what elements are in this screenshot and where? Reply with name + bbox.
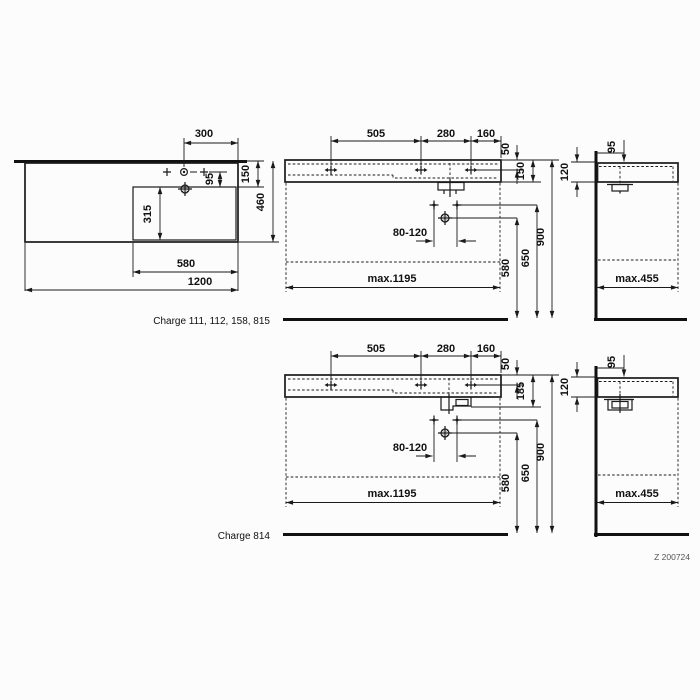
side-b-dim-drain-offset: 95 [606, 355, 618, 369]
front-a-dim-supply-range: 80-120 [392, 227, 428, 239]
front-b-dim-apron-height: 185 [515, 381, 527, 401]
front-a-basin-outline [285, 160, 501, 182]
waste-outlet-mark-icon [438, 211, 452, 225]
supply-point-icon [453, 201, 462, 210]
side-view-variant-b [559, 355, 689, 537]
mounting-hole-icon [415, 166, 428, 175]
supply-point-icon [430, 201, 439, 210]
plan-dim-bowl-depth: 315 [142, 204, 154, 224]
side-b-dim-max-depth: max.455 [615, 488, 659, 500]
plan-dim-rear-to-bowl: 150 [240, 164, 252, 184]
side-a-drain-flange [607, 185, 633, 194]
front-b-dim-holes-left: 505 [366, 343, 386, 355]
supply-point-icon [453, 416, 462, 425]
side-a-dim-wall-height: 120 [559, 162, 571, 182]
side-b-dim-wall-height: 120 [559, 377, 571, 397]
plan-view [14, 128, 279, 291]
front-b-dim-max-width: max.1195 [367, 488, 417, 500]
side-a-dim-max-depth: max.455 [615, 273, 659, 285]
front-b-dim-holes-right: 160 [476, 343, 496, 355]
front-b-basin-outline [285, 375, 501, 397]
front-b-dim-supply-height: 650 [520, 463, 532, 483]
plan-dim-tap-to-bowl: 95 [204, 172, 216, 186]
tap-hole-option-left-icon [163, 168, 171, 176]
front-a-extension-lines [331, 136, 559, 247]
front-a-dim-holes-right: 160 [476, 128, 496, 140]
mounting-hole-icon [415, 381, 428, 390]
front-b-dim-drain-height: 580 [500, 473, 512, 493]
front-view-variant-a [283, 128, 559, 320]
front-a-drain-fitting [438, 183, 464, 191]
front-a-dim-holes-mid: 280 [436, 128, 456, 140]
supply-point-icon [430, 416, 439, 425]
tap-hole-center-dot [183, 171, 185, 173]
plan-dim-total-width: 1200 [187, 276, 213, 288]
mounting-hole-icon [325, 381, 338, 390]
side-b-basin-outline [598, 378, 679, 397]
side-a-drain-fitting [612, 185, 628, 192]
front-b-dim-rim-to-holes: 50 [500, 357, 512, 371]
front-a-dim-rim-height: 900 [535, 227, 547, 247]
front-b-siphon-detail [456, 400, 468, 406]
plan-dim-tap-offset: 300 [194, 128, 214, 140]
side-view-variant-a [559, 140, 687, 320]
variant-a-caption: Charge 111, 112, 158, 815 [153, 316, 270, 327]
side-a-basin-outline [598, 163, 679, 182]
front-view-variant-b [283, 343, 559, 535]
plan-dim-bowl-width: 580 [176, 258, 196, 270]
front-b-dim-holes-mid: 280 [436, 343, 456, 355]
variant-b-caption: Charge 814 [217, 531, 270, 542]
front-a-dim-apron-height: 150 [515, 161, 527, 181]
front-b-dim-rim-height: 900 [535, 442, 547, 462]
front-a-dim-supply-height: 650 [520, 248, 532, 268]
front-a-dim-rim-to-holes: 50 [500, 142, 512, 156]
plan-drain-mark-icon [178, 182, 192, 196]
mounting-hole-icon [325, 166, 338, 175]
drawing-code: Z 200724 [654, 552, 690, 562]
front-b-extension-lines [331, 351, 559, 462]
front-a-dim-drain-height: 580 [500, 258, 512, 278]
waste-outlet-mark-icon [438, 426, 452, 440]
front-a-dim-max-width: max.1195 [367, 273, 417, 285]
plan-dim-total-depth: 460 [255, 192, 267, 212]
front-a-dim-holes-left: 505 [366, 128, 386, 140]
side-a-dim-drain-offset: 95 [606, 140, 618, 154]
front-b-dim-supply-range: 80-120 [392, 442, 428, 454]
